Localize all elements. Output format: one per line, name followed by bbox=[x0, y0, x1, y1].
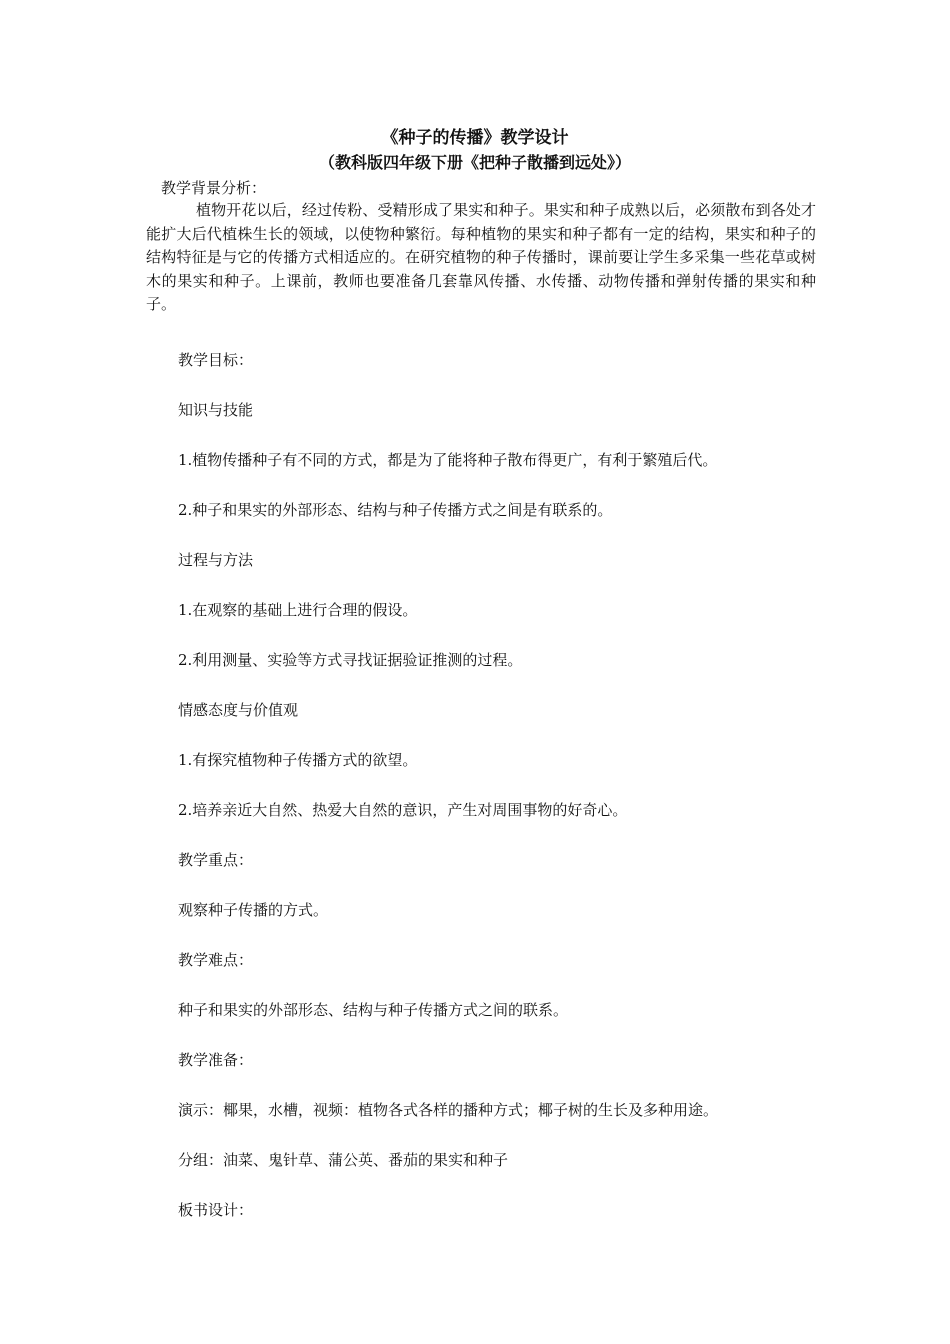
document-subtitle: （教科版四年级下册《把种子散播到远处》） bbox=[318, 153, 631, 172]
section-heading-objectives: 教学目标： bbox=[178, 351, 254, 369]
section-heading-preparation: 教学准备： bbox=[178, 1051, 254, 1069]
section-heading-board-design: 板书设计： bbox=[178, 1201, 254, 1219]
paragraph: 分组：油菜、鬼针草、蒲公英、番茄的果实和种子 bbox=[178, 1151, 509, 1169]
document-title: 《种子的传播》教学设计 bbox=[381, 128, 569, 148]
paragraph: 观察种子传播的方式。 bbox=[178, 901, 329, 919]
list-item: 2.培养亲近大自然、热爱大自然的意识，产生对周围事物的好奇心。 bbox=[178, 801, 628, 819]
list-item: 1.有探究植物种子传播方式的欲望。 bbox=[178, 751, 418, 769]
subheading-knowledge-skills: 知识与技能 bbox=[178, 401, 254, 419]
background-heading: 教学背景分析： bbox=[161, 179, 267, 197]
list-item: 1.在观察的基础上进行合理的假设。 bbox=[178, 601, 418, 619]
background-paragraph: 植物开花以后，经过传粉、受精形成了果实和种子。果实和种子成熟以后，必须散布到各处才能扩大后代植株生长的领域，以使物种繁衍。每种植物的果实和种子都有一定的结构，果实和种子的结构特征是与它的传播方式相适应的。在研究植物的种子传播时，课前要让学生多采集一些花草或树木的果实和种子。上课前，教师也要准备几套靠风传播、水传播、动物传播和弹射传播的果实和种子。 bbox=[146, 201, 816, 313]
list-item: 1.植物传播种子有不同的方式，都是为了能将种子散布得更广，有利于繁殖后代。 bbox=[178, 451, 718, 469]
section-heading-key-points: 教学重点： bbox=[178, 851, 254, 869]
subheading-process-methods: 过程与方法 bbox=[178, 551, 254, 569]
paragraph: 种子和果实的外部形态、结构与种子传播方式之间的联系。 bbox=[178, 1001, 569, 1019]
list-item: 2.利用测量、实验等方式寻找证据验证推测的过程。 bbox=[178, 651, 523, 669]
section-heading-difficulties: 教学难点： bbox=[178, 951, 254, 969]
paragraph: 演示：椰果，水槽，视频：植物各式各样的播种方式；椰子树的生长及多种用途。 bbox=[178, 1101, 719, 1119]
list-item: 2.种子和果实的外部形态、结构与种子传播方式之间是有联系的。 bbox=[178, 501, 613, 519]
subheading-attitudes-values: 情感态度与价值观 bbox=[178, 701, 299, 719]
